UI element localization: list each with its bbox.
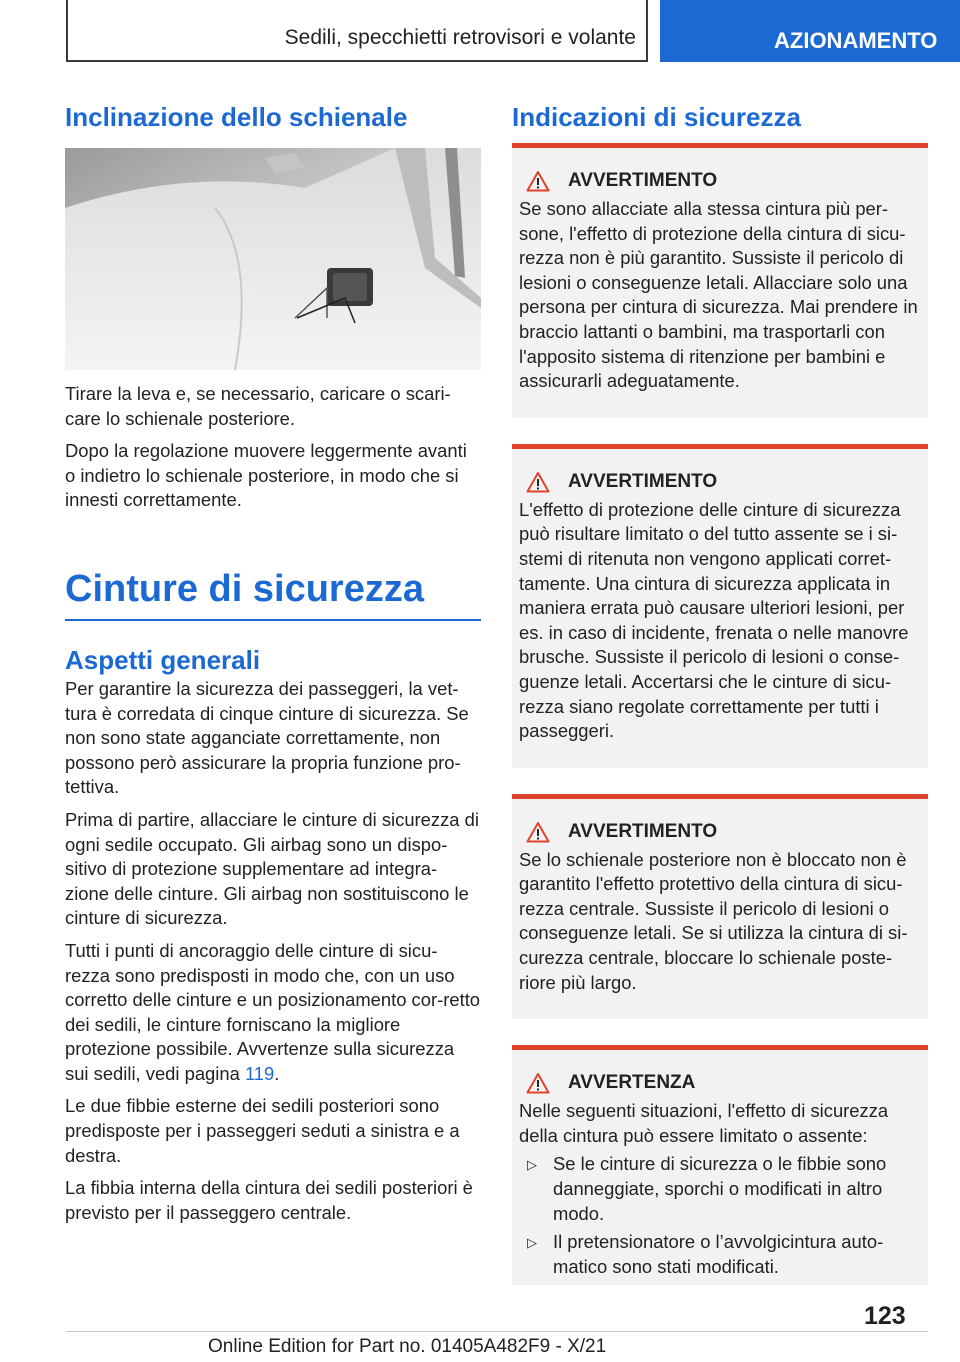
left-column — [65, 100, 481, 1233]
footer-divider — [66, 1331, 928, 1332]
warning-triangle-icon — [526, 471, 550, 493]
paragraph-anchor-points — [65, 939, 481, 1087]
paragraph-five-belts: Per garantire la sicurezza dei passeggeri, la vet-tura è corredata di cinque cinture di sicurezza. Se non sono state agganciate correttamente, non possono però assicurare la propria funzione pro-tettiva. — [65, 677, 469, 798]
header-section-title: Sedili, specchietti retrovisori e volante — [284, 26, 636, 49]
paragraph-inner-buckle: La fibbia interna della cintura dei sedili posteriori è previsto per il passeggero centrale. — [65, 1177, 473, 1223]
warning-title-1 — [519, 170, 920, 192]
rear-seat-lever-photo — [65, 148, 481, 370]
warning-box-3 — [512, 794, 928, 1020]
warning-triangle-icon — [526, 1072, 550, 1094]
paragraph-pull-lever: Tirare la leva e, se necessario, caricare o scari-care lo schienale posteriore. — [65, 383, 451, 429]
warning-triangle-icon — [526, 170, 550, 192]
notice-title — [519, 1072, 920, 1094]
right-column — [512, 100, 928, 1285]
warning-title-3 — [519, 821, 920, 843]
warning-text-1: Se sono allacciate alla stessa cintura più per-sone, l'effetto di protezione della cintura di sicu-rezza non è più garantito. Sussiste il pericolo di lesioni o conseguenze letali. Allacciare solo una persona per cintura di sicurezza. Mai prendere in braccio lattanti o bambini, ma trasportarli con l'apposito sistema di ritenzione per bambini e assicurarli adeguatamente. — [519, 198, 918, 392]
footer-edition: Online Edition for Part no. 01405A482F9 - X/21 — [208, 1336, 607, 1357]
warning-text-3: Se lo schienale posteriore non è bloccato non è garantito l'effetto protettivo della cintura di sicu-rezza centrale. Sussiste il pericolo di lesioni o conseguenze letali. Se si utilizza la cintura di si-curezza centrale, bloccare lo schienale poste-riore più largo. — [519, 848, 908, 993]
warning-title-text: AVVERTIMENTO — [568, 470, 718, 492]
list-item — [519, 1152, 920, 1226]
warning-text-2: L'effetto di protezione delle cinture di sicurezza può risultare limitato o del tutto assente se i si-stemi di ritenuta non vengono applicati corret-tamente. Una cintura di sicurezza applicata in maniera errata può causare ulteriori lesioni, per es. in caso di incidente, frenata o nelle manovre brusche. Sussiste il pericolo di lesioni o conse-guenze letali. Accertarsi che le cinture di sicu-rezza siano regolate correttamente per tutti i passeggeri. — [519, 498, 909, 742]
list-item — [519, 1230, 920, 1279]
warning-title-text: AVVERTIMENTO — [568, 820, 718, 842]
paragraph-after-adjustment: Dopo la regolazione muovere leggermente avanti o indietro lo schienale posteriore, in modo che si innesti correttamente. — [65, 440, 467, 511]
page-link-119[interactable]: 119 — [244, 1062, 275, 1084]
bullet-triangle-icon: ▷ — [527, 1235, 537, 1251]
heading-safety-notes: Indicazioni di sicurezza — [512, 102, 801, 132]
warning-title-2 — [519, 471, 920, 493]
list-item-text: Il pretensionatore o l’avvolgicintura auto-matico sono stati modificati. — [553, 1231, 884, 1277]
warning-triangle-icon — [526, 821, 550, 843]
warning-title-text: AVVERTIMENTO — [568, 170, 718, 191]
notice-text: Nelle seguenti situazioni, l'effetto di sicurezza della cintura può essere limitato o assente: — [519, 1100, 889, 1146]
warning-box-1 — [512, 143, 928, 418]
paragraph-outer-buckles: Le due fibbie esterne dei sedili posteriori sono predisposte per i passeggeri seduti a sinistra e a destra. — [65, 1095, 460, 1166]
notice-box — [512, 1045, 928, 1285]
anchor-text: Tutti i punti di ancoraggio delle cinture di sicu-rezza sono predisposti in modo che, con un uso corretto delle cinture e un posizionamento cor-retto dei sedili, le cinture forniscano la migliore protezione possibile. Avvertenze sulla sicurezza sui sedili, vedi pagina — [65, 939, 481, 1084]
header-chapter-tab[interactable]: AZIONAMENTO — [660, 0, 960, 62]
warning-box-2 — [512, 444, 928, 768]
list-item-text: Se le cinture di sicurezza o le fibbie sono danneggiate, sporchi o modificati in altro modo. — [553, 1153, 887, 1224]
heading-seat-belts: Cinture di sicurezza — [65, 565, 481, 621]
notice-title-text: AVVERTENZA — [568, 1072, 696, 1094]
bullet-triangle-icon: ▷ — [527, 1157, 537, 1173]
paragraph-before-driving: Prima di partire, allacciare le cinture di sicurezza di ogni sedile occupato. Gli airbag sono un dispo-sitivo di protezione supplementare ad integra-zione delle cinture. Gli airbag non sostituiscono le cinture di sicurezza. — [65, 808, 479, 929]
heading-general-aspects: Aspetti generali — [65, 644, 261, 675]
page-number: 123 — [864, 1302, 906, 1330]
anchor-text-end: . — [274, 1062, 280, 1084]
heading-backrest-tilt: Inclinazione dello schienale — [65, 102, 408, 132]
